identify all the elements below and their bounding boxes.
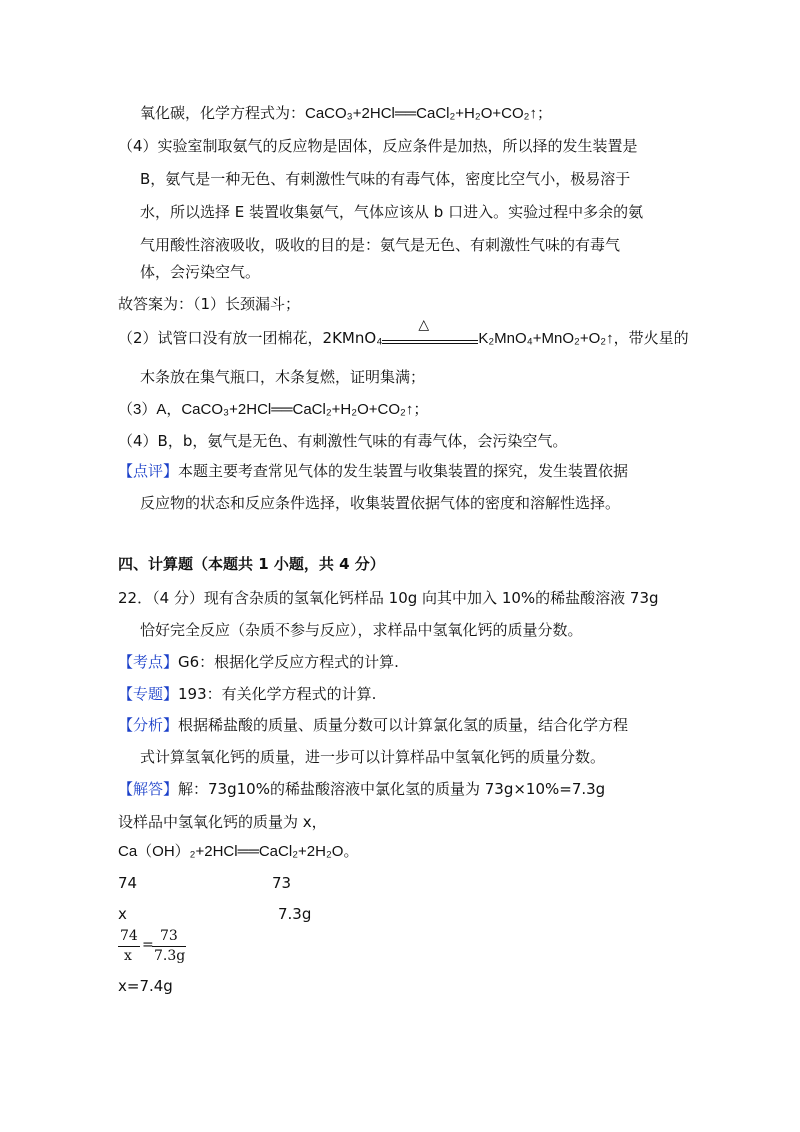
- solution-tag: 【解答】: [118, 780, 179, 798]
- knowledge-point-text: G6：根据化学反应方程式的计算.: [178, 653, 399, 671]
- equation-line-1: 氧化碳，化学方程式为：CaCO₃+2HCl══CaCl₂+H₂O+CO₂↑；: [140, 105, 552, 122]
- answer-4-line-3: 水，所以选择 E 装置收集氨气，气体应该从 b 口进入。实验过程中多余的氨: [140, 203, 644, 221]
- ratio-row-molar-73: 73: [272, 874, 292, 892]
- answer-4-line-2: B，氨气是一种无色、有刺激性气味的有毒气体，密度比空气小，极易溶于: [140, 170, 631, 188]
- answer-key-title: 故答案为：（1）长颈漏斗；: [118, 295, 301, 313]
- analysis-text: 根据稀盐酸的质量、质量分数可以计算氯化氢的质量，结合化学方程: [178, 716, 629, 734]
- review-line-1: [118, 461, 628, 481]
- solution-line: [118, 779, 605, 799]
- knowledge-point: [118, 652, 399, 672]
- fraction-denominator-1: x: [124, 948, 132, 964]
- answer-key-2-prefix: （2）试管口没有放一团棉花，2KMnO: [118, 329, 377, 347]
- analysis-line-1: [118, 715, 628, 735]
- analysis-tag: 【分析】: [118, 716, 179, 734]
- review-text: 本题主要考查常见气体的发生装置与收集装置的探究，发生装置依据: [178, 462, 629, 480]
- topic-text: 193：有关化学方程式的计算.: [178, 685, 377, 703]
- ratio-row-molar-74: 74: [118, 874, 138, 892]
- ratio-row-mass-x: x: [118, 905, 127, 923]
- answer-key-2-line-1: （2）试管口没有放一团棉花，2KMnO₄ △ K₂MnO₄+MnO₂+O₂↑，带火星的: [118, 316, 689, 347]
- assume-line: 设样品中氢氧化钙的质量为 x，: [118, 813, 327, 831]
- answer-4-line-5: 体，会污染空气。: [140, 263, 261, 281]
- fraction-denominator-2: 7.3g: [154, 948, 186, 964]
- section-heading: 四、计算题（本题共 1 小题，共 4 分）: [118, 555, 385, 573]
- analysis-line-2: 式计算氢氧化钙的质量，进一步可以计算样品中氢氧化钙的质量分数。: [140, 748, 606, 766]
- knowledge-point-tag: 【考点】: [118, 653, 179, 671]
- fraction-equals: =: [142, 937, 154, 953]
- fraction-numerator-2: 73: [160, 928, 178, 944]
- answer-key-2-products: K₂MnO₄+MnO₂+O₂↑，带火星的: [478, 330, 689, 347]
- ratio-row-mass-73g: 7.3g: [278, 905, 312, 923]
- review-tag: 【点评】: [118, 462, 179, 480]
- topic-tag: 【专题】: [118, 685, 179, 703]
- final-answer: x=7.4g: [118, 977, 173, 995]
- topic: [118, 684, 376, 704]
- question-22-line-2: 恰好完全反应（杂质不参与反应），求样品中氢氧化钙的质量分数。: [140, 621, 583, 639]
- reaction-equation: Ca（OH）₂+2HCl══CaCl₂+2H₂O。: [118, 843, 359, 860]
- fraction-numerator-1: 74: [120, 928, 138, 944]
- review-line-2: 反应物的状态和反应条件选择，收集装置依据气体的密度和溶解性选择。: [140, 494, 621, 512]
- answer-key-3: （3）A，CaCO₃+2HCl══CaCl₂+H₂O+CO₂↑；: [118, 401, 429, 418]
- heat-condition-symbol: [382, 316, 478, 349]
- answer-key-4: （4）B，b，氨气是无色、有刺激性气味的有毒气体，会污染空气。: [118, 432, 568, 450]
- question-22-line-1: 22．（4 分）现有含杂质的氢氧化钙样品 10g 向其中加入 10%的稀盐酸溶液 73g: [118, 589, 659, 607]
- answer-key-2-line-2: 木条放在集气瓶口，木条复燃，证明集满；: [140, 368, 426, 386]
- heat-triangle-icon: △: [418, 316, 430, 333]
- answer-4-line-1: （4）实验室制取氨气的反应物是固体，反应条件是加热，所以择的发生装置是: [118, 137, 638, 155]
- solution-text: 解：73g10%的稀盐酸溶液中氯化氢的质量为 73g×10%=7.3g: [178, 780, 606, 798]
- answer-4-line-4: 气用酸性溶液吸收，吸收的目的是：氨气是无色、有刺激性气味的有毒气: [140, 236, 621, 254]
